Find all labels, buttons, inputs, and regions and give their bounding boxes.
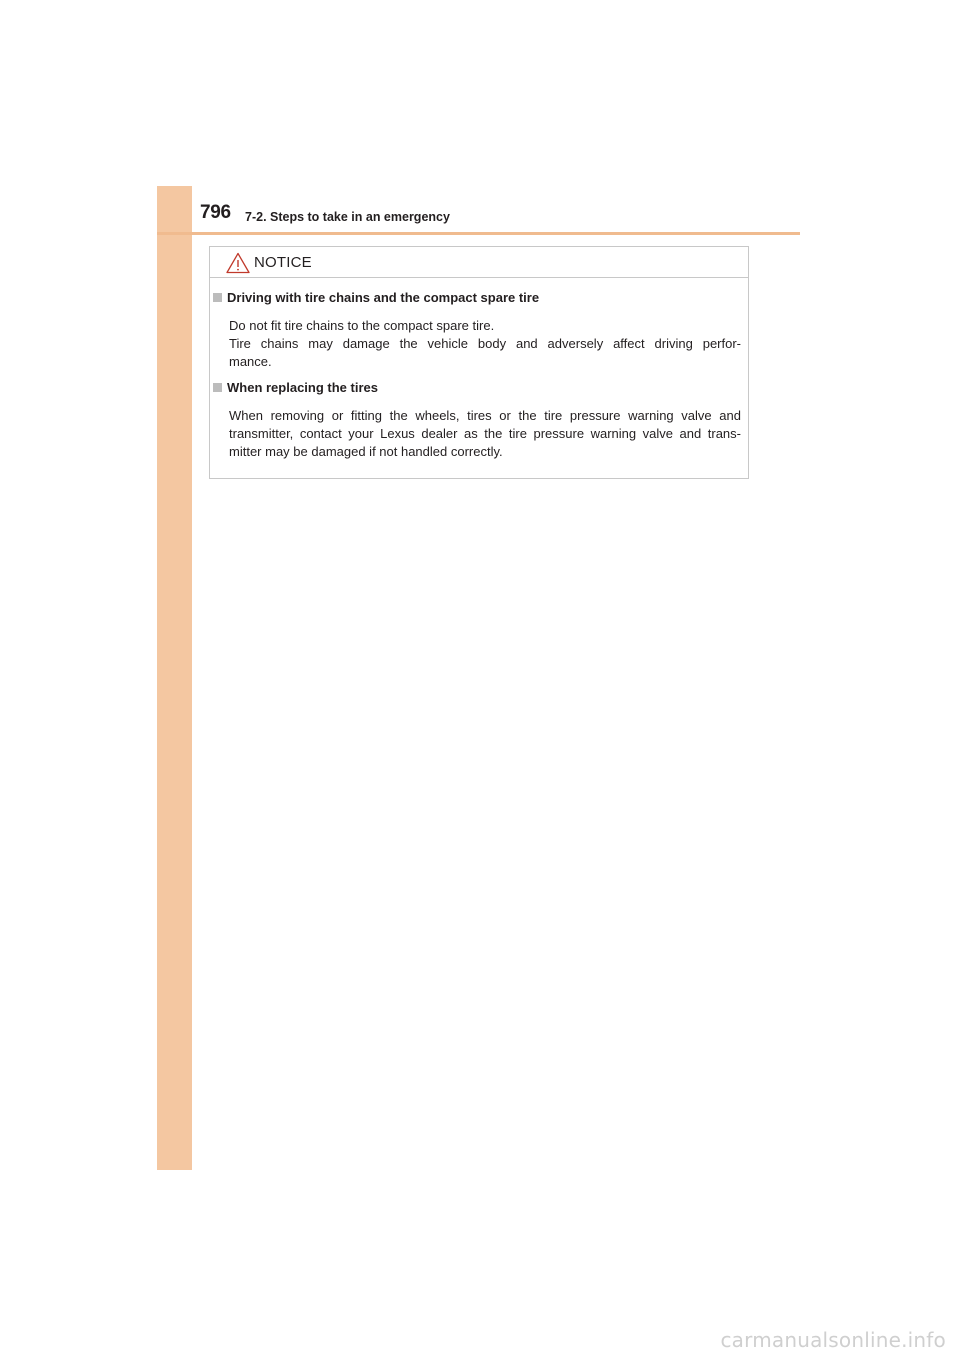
section-heading (213, 290, 539, 305)
paragraph-line: Tire chains may damage the vehicle body and adversely affect driving perfor- (229, 336, 741, 351)
paragraph-line: Do not fit tire chains to the compact spare tire. (229, 318, 495, 333)
section-paragraph (229, 317, 741, 371)
page-header (157, 186, 800, 236)
paragraph-line: When removing or fitting the wheels, tires or the tire pressure warning valve and (229, 408, 741, 423)
section-title: 7-2. Steps to take in an emergency (245, 210, 450, 224)
notice-header (210, 247, 748, 278)
watermark: carmanualsonline.info (720, 1328, 946, 1352)
section-heading (213, 380, 378, 395)
paragraph-line: mitter may be damaged if not handled correctly. (229, 444, 503, 459)
section-paragraph (229, 407, 741, 461)
square-bullet-icon (213, 383, 222, 392)
section-heading-text: When replacing the tires (227, 380, 378, 395)
header-rule (157, 232, 800, 235)
section-heading-text: Driving with tire chains and the compact spare tire (227, 290, 540, 305)
square-bullet-icon (213, 293, 222, 302)
paragraph-line: transmitter, contact your Lexus dealer as the tire pressure warning valve and trans- (229, 426, 741, 441)
notice-title: NOTICE (254, 254, 312, 271)
notice-box (209, 246, 749, 479)
paragraph-line: mance. (229, 354, 272, 369)
header-accent-block (157, 186, 192, 234)
warning-triangle-icon (226, 252, 250, 274)
side-accent-strip (157, 186, 192, 1170)
page-number: 796 (200, 202, 231, 223)
